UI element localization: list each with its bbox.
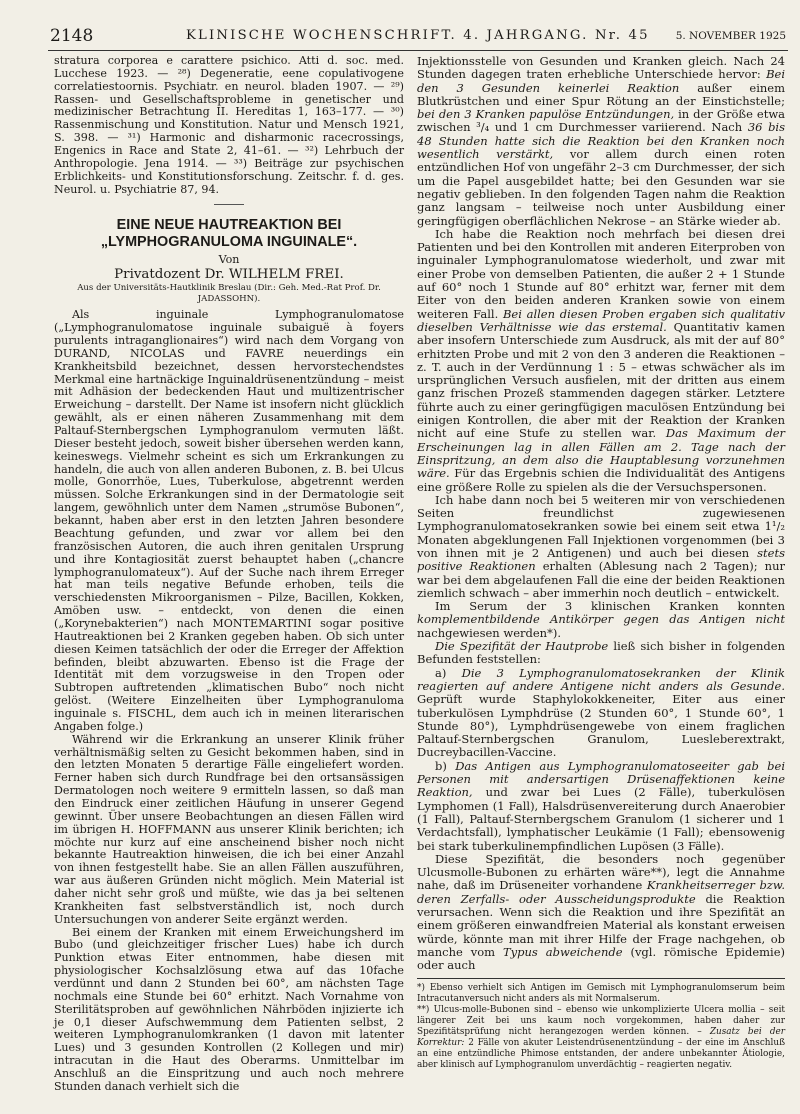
list-item-b: b) Das Antigen aus Lymphogranulomatoseeiter gab bei Personen mit andersartigen Drüsenaffektionen keine Reaktion, und zwar bei Lues (2 Fälle), tuberkulösen Lymphomen (1 Fall), Halsdrüsenvereiterung durch Anaerobier (1 Fall), Paltauf-Sternbergschem Granulom (1 sicherer und 1 Verdachtsfall), lymphatischer Leukämie (1 Fall); ebensowenig bei stark tuberkulinempfindlichen Lupösen (3 Fälle). xyxy=(417,758,786,853)
right-column xyxy=(417,55,785,1071)
list-item-a: a) Die 3 Lymphogranulomatosekranken der Klinik reagierten auf andere Antigene nicht anders als Gesunde. Geprüft wurde Staphylokokkeneiter, Eiter aus einer tuberkulösen Lymphdrüse (2 Stunden 60°, 1 Stunde 60°, 1 Stunde 80°), Lymphdrüsengewebe von einem fraglichen Paltauf-Sternbergschen Granulom, Luesleberextrakt, Ducreybacillen-Vaccine. xyxy=(417,665,785,760)
paragraph-method: Bei einem der Kranken mit einem Erweichungsherd im Bubo (und gleichzeitiger frischer Lues) habe ich durch Punktion etwas Eiter entnommen, habe diesen mit physiologischer Kochsalzlösung etwa auf das 10fache verdünnt und dann 2 Stunden bei 60°, am nächsten Tage nochmals eine Stunde bei 60° erhitzt. Nach Vornahme von Sterilitätsproben auf gewöhnlichen Nährböden injizierte ich je 0,1 dieser Aufschwemmung dem Patienten selbst, 2 weiteren Lymphogranulomkranken (1 davon mit latenter Lues) und 3 gesunden Kontrollen (2 Kollegen und mir) intracutan in die Haut des Oberarms. Unmittelbar im Anschluß an die Einspritzung und auch noch mehrere Stunden danach verhielt sich die xyxy=(54,925,404,1093)
references-continued: stratura corporea e carattere psichico. Atti d. soc. med. Lucchese 1923. — ²⁸) Degeneratie, eene copulativogene correlatiestoornis. Psychiatr. en neurol. bladen 1907. — ²⁹) Rassen- und Gesellschaftsprobleme in genetischer und medizinischer Betrachtung II. Hereditas 1, 163–177. — ³⁰) Rassenmischung und Konstitution. Natur und Mensch 1921, S. 398. — ³¹) Harmonic and disharmonic racecrossings, Engenics in Race and State 2, 41–61. — ³²) Lehrbuch der Anthropologie. Jena 1914. — ³³) Beiträge zur psychischen Erblichkeits- und Konstitutionsforschung. Zeitschr. f. d. ges. Neurol. u. Psychiatrie 87, 94. xyxy=(54,54,404,196)
article-title: EINE NEUE HAUTREAKTION BEI „LYMPHOGRANULOMA INGUINALE“. xyxy=(100,217,358,251)
footnote-2: **) Ulcus-molle-Bubonen sind – ebenso wie unkomplizierte Ulcera mollia – seit längerer Zeit bei uns kaum noch vorgekommen, haben daher zur Spezifitätsprüfung nicht herangezogen werden können. – Zusatz bei der Korrektur: 2 Fälle von akuter Leistendrüsenentzündung – der eine im Anschluß an eine entzündliche Phimose entstanden, der andere unbekannter Ätiologie, aber klinisch auf Lymphogranulom unverdächtig – reagierten negativ. xyxy=(417,1005,785,1071)
section-divider xyxy=(214,204,244,205)
issue-date: 5. NOVEMBER 1925 xyxy=(675,30,786,42)
paragraph-serum: Im Serum der 3 klinischen Kranken konnten komplementbildende Antikörper gegen das Antigen nicht nachgewiesen werden*). xyxy=(417,599,785,640)
running-header xyxy=(50,26,786,52)
header-rule xyxy=(48,50,788,51)
paragraph-hypothesis: Diese Spezifität, die besonders noch gegenüber Ulcusmolle-Bubonen zu erhärten wäre**), legt die Annahme nahe, daß im Drüseneiter vorhandene Krankheitserreger bzw. deren Zerfalls- oder Ausscheidungsprodukte die Reaktion verursachen. Wenn sich die Reaktion und ihre Spezifität an einem größeren einwandfreien Material als konstant erweisen würde, könnte man mit ihrer Hilfe der Frage nachgehen, ob manche vom Typus abweichende (vgl. römische Epidemie) oder auch xyxy=(417,851,786,973)
footnote-rule xyxy=(417,978,785,979)
footnote-1: *) Ebenso verhielt sich Antigen im Gemisch mit Lymphogranulomserum beim Intracutanversuch nicht anders als mit Normalserum. xyxy=(417,983,785,1005)
author-name: Privatdozent Dr. WILHELM FREI. xyxy=(114,267,344,283)
byline-von: Von xyxy=(218,253,240,267)
paragraph-repetition: Ich habe die Reaktion noch mehrfach bei diesen drei Patienten und bei den Kontrollen mit anderen Eiterproben von inguinaler Lymphogranulomatose wiederholt, und zwar mit einer Probe von demselben Patienten, die außer 2 + 1 Stunde auf 60° noch 1 Stunde auf 80° erhitzt war, ferner mit dem Eiter von den beiden anderen Kranken sowie von einem weiteren Fall. Bei allen diesen Proben ergaben sich qualitativ dieselben Verhältnisse wie das erstemal. Quantitativ kamen aber insofern Unterschiede zum Ausdruck, als mit der auf 80° erhitzten Probe und mit 2 von den 3 anderen die Reaktionen – z. T. auch in der Verdünnung 1 : 5 – etwas schwächer als im ursprünglichen Versuch ausfielen, mit der dritten aus einem ganz frischen Prozeß stammenden dagegen stärker. Letztere führte auch zu einer geringfügigen maculösen Entzündung bei einigen Kontrollen, die aber mit der Reaktion der Kranken nicht auf eine Stufe zu stellen war. Das Maximum der Erscheinungen lag in allen Fällen am 2. Tage nach der Einspritzung, an dem also die Hauptablesung vorzunehmen wäre. Für das Ergebnis schien die Individualität des Antigens eine größere Rolle zu spielen als die der Versuchspersonen. xyxy=(417,226,786,494)
paragraph-cases: Während wir die Erkrankung an unserer Klinik früher verhältnismäßig selten zu Gesicht bekommen haben, sind in den letzten Monaten 5 derartige Fälle eingeliefert worden. Ferner haben sich durch Rundfrage bei den ortsansässigen Dermatologen noch weitere 9 ermitteln lassen, so daß man den Eindruck einer zeitlichen Häufung in unserer Gegend gewinnt. Über unsere Beobachtungen an diesen Fällen wird im übrigen H. HOFFMANN aus unserer Klinik berichten; ich möchte nur kurz auf eine anscheinend bisher noch nicht bekannte Hautreaktion hinweisen, die ich bei einer Anzahl von ihnen festgestellt habe. Sie an allen Fällen auszuführen, war aus äußeren Gründen nicht möglich. Mein Material ist daher nicht sehr groß und müßte, wie das ja bei seltenen Krankheiten fast selbstverständlich ist, noch durch Untersuchungen von anderer Seite ergänzt werden. xyxy=(54,732,404,926)
journal-title: KLINISCHE WOCHENSCHRIFT. 4. JAHRGANG. Nr. 45 xyxy=(186,28,650,43)
paragraph-results: Injektionsstelle von Gesunden und Kranken gleich. Nach 24 Stunden dagegen traten erhebliche Unterschiede hervor: Bei den 3 Gesunden keinerlei Reaktion außer einem Blutkrüstchen und einer Spur Rötung an der Einstichstelle; bei den 3 Kranken papulöse Entzündungen, in der Größe etwa zwischen ³/₄ und 1 cm Durchmesser variierend. Nach 36 bis 48 Stunden hatte sich die Reaktion bei den Kranken noch wesentlich verstärkt, vor allem durch einen roten entzündlichen Hof von ungefähr 2–3 cm Durchmesser, der sich um die Papel ausgebildet hatte; bei den Gesunden war sie negativ geblieben. In den folgenden Tagen nahm die Reaktion ganz langsam – teilweise noch unter Ausbildung einer geringfügigen oberflächlichen Nekrose – an Stärke wieder ab. xyxy=(417,54,786,228)
paragraph-intro: Als inguinale Lymphogranulomatose („Lymphogranulomatose inguinale subaiguë à foyers purulents intraganglionaires“) wird nach dem Vorgang von DURAND, NICOLAS und FAVRE neuerdings ein Krankheitsbild bezeichnet, dessen hervorstechendstes Merkmal eine hartnäckige Inguinaldrüsenentzündung – meist mit Adhäsion der bedeckenden Haut und multizentrischer Erweichung – darstellt. Der Name ist insofern nicht glücklich gewählt, als er einen näheren Zusammenhang mit dem Paltauf-Sternbergschen Lymphogranulom vermuten läßt. Dieser besteht jedoch, soweit bisher übersehen werden kann, keineswegs. Vielmehr scheint es sich um Erkrankungen zu handeln, die auch von allen anderen Bubonen, z. B. bei Ulcus molle, Gonorrhöe, Lues, Tuberkulose, abgetrennt werden müssen. Solche Erkrankungen sind in der Dermatologie seit langem, gewöhnlich unter dem Namen „strumöse Bubonen“, bekannt, haben aber erst in den letzten Jahren besondere Beachtung gefunden, und zwar vor allem bei den französischen Autoren, die auch ihren genitalen Ursprung und ihre Kontagiosität zuerst behauptet haben („chancre lymphogranulomateux“). Auf der Suche nach ihrem Erreger hat man teils negative Befunde erhoben, teils die verschiedensten Mikroorganismen – Pilze, Bacillen, Kokken, Amöben usw. – entdeckt, von denen die einen („Korynebakterien“) nach MONTEMARTINI sogar positive Hautreaktionen bei 2 Kranken gegeben haben. Ob sich unter diesen Keimen tatsächlich der oder die Erreger der Affektion befinden, bleibt abzuwarten. Ebenso ist die Frage der Identität mit dem vorzugsweise in den Tropen oder Subtropen auftretenden „klimatischen Bubo“ noch nicht gelöst. (Weitere Einzelheiten über Lymphogranuloma inguinale s. FISCHL, dem auch ich in meinen literarischen Angaben folge.) xyxy=(54,308,404,733)
page-number: 2148 xyxy=(50,26,94,46)
affiliation: Aus der Universitäts-Hautklinik Breslau (Dir.: Geh. Med.-Rat Prof. Dr. JADASSOHN). xyxy=(77,283,381,305)
paragraph-further-cases: Ich habe dann noch bei 5 weiteren mir von verschiedenen Seiten freundlichst zugewiesenen Lymphogranulomatosekranken sowie bei einem seit etwa 1¹/₂ Monaten abgeklungenen Fall Injektionen vorgenommen (bei 3 von ihnen mit je 2 Antigenen) und auch bei diesen stets positive Reaktionen erhalten (Ablesung nach 2 Tagen); nur war bei dem abgelaufenen Fall die eine der beiden Reaktionen ziemlich schwach – aber immerhin noch deutlich – entwickelt. xyxy=(417,492,785,600)
left-column xyxy=(54,55,404,1094)
paragraph-specificity: Die Spezifität der Hautprobe ließ sich bisher in folgenden Befunden feststellen: xyxy=(417,639,785,667)
